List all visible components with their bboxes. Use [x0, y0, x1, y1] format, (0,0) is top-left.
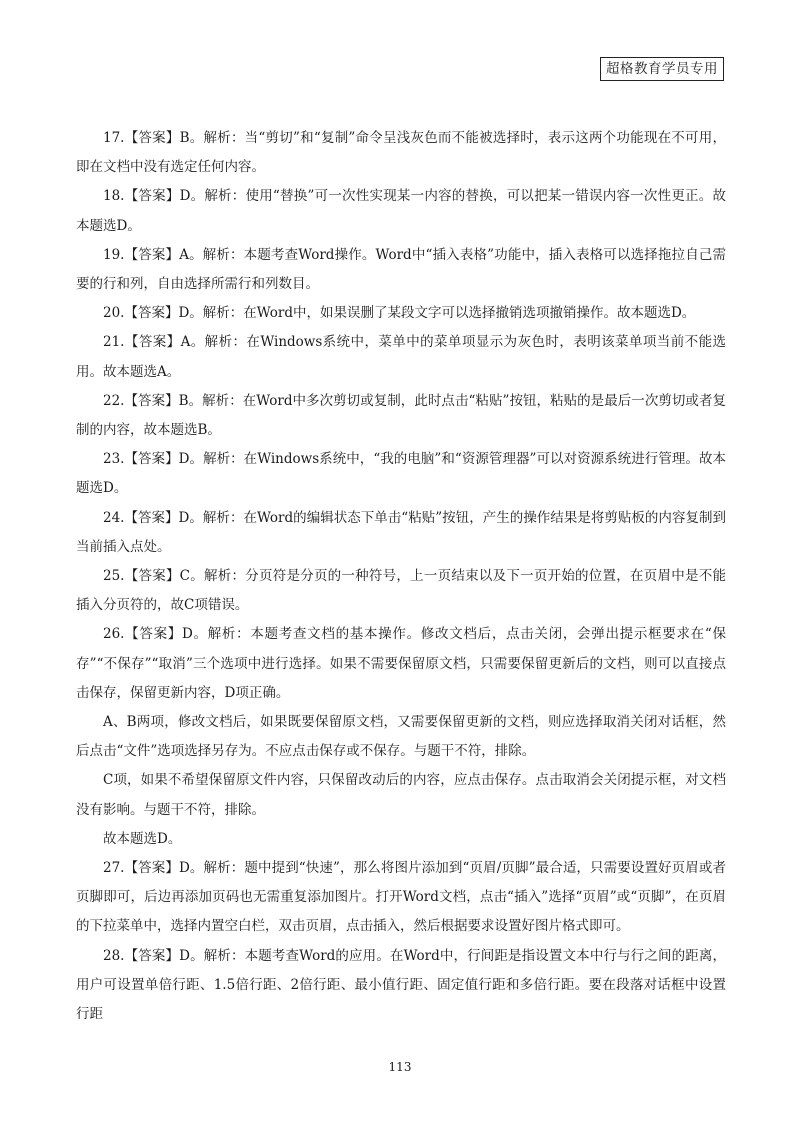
answer-24: 24.【答案】D。解析：在Word的编辑状态下单击“粘贴”按钮，产生的操作结果是将剪贴板的内容复制到当前插入点处。 — [76, 509, 726, 555]
answer-23: 23.【答案】D。解析：在Windows系统中，“我的电脑”和“资源管理器”可以对资源系统进行管理。故本题选D。 — [76, 451, 726, 497]
answer-19: 19.【答案】A。解析：本题考查Word操作。Word中“插入表格”功能中，插入表格可以选择拖拉自己需要的行和列，自由选择所需行和列数目。 — [76, 246, 726, 293]
answer-25: 25.【答案】C。解析：分页符是分页的一种符号，上一页结束以及下一页开始的位置，在页眉中是不能插入分页符的，故C项错误。 — [76, 568, 726, 614]
answer-27: 27.【答案】D。解析：题中提到“快速”，那么将图片添加到“页眉/页脚”最合适，只需要设置好页眉或者页脚即可，后边再添加页码也无需重复添加图片。打开Word文档，点击“插入”选择“页眉”或“页脚”，在页眉的下拉菜单中，选择内置空白栏，双击页眉，点击插入，然后根据要求设置好图片格式即可。 — [76, 860, 726, 935]
answer-18: 18.【答案】D。解析：使用“替换”可一次性实现某一内容的替换，可以把某一错误内容一次性更正。故本题选D。 — [76, 188, 726, 234]
answer-explanations — [76, 124, 726, 1029]
answer-22: 22.【答案】B。解析：在Word中多次剪切或复制，此时点击“粘贴”按钮，粘贴的是最后一次剪切或者复制的内容，故本题选B。 — [76, 392, 726, 439]
watermark-stamp: 超格教育学员专用 — [600, 57, 724, 81]
answer-17: 17.【答案】B。解析：当“剪切”和“复制”命令呈浅灰色而不能被选择时，表示这两个功能现在不可用，即在文档中没有选定任何内容。 — [76, 130, 726, 176]
page-number: 113 — [388, 1060, 412, 1074]
answer-26-option-c: C项，如果不希望保留原文件内容，只保留改动后的内容，应点击保存。点击取消会关闭提示框，对文档没有影响。与题干不符，排除。 — [76, 772, 726, 818]
answer-26-conclusion: 故本题选D。 — [103, 830, 182, 847]
answer-28: 28.【答案】D。解析：本题考查Word的应用。在Word中，行间距是指设置文本中行与行之间的距离，用户可设置单倍行距、1.5倍行距、2倍行距、最小值行距、固定值行距和多倍行距。要在段落对话框中设置行距 — [76, 947, 726, 1023]
answer-20: 20.【答案】D。解析：在Word中，如果误删了某段文字可以选择撤销选项撤销操作。故本题选D。 — [103, 305, 696, 322]
answer-21: 21.【答案】A。解析：在Windows系统中，菜单中的菜单项显示为灰色时，表明该菜单项当前不能选用。故本题选A。 — [76, 334, 726, 380]
answer-26-options-ab: A、B两项，修改文档后，如果既要保留原文档，又需要保留更新的文档，则应选择取消关闭对话框，然后点击“文件”选项选择另存为。不应点击保存或不保存。与题干不符，排除。 — [76, 714, 726, 760]
answer-26: 26.【答案】D。解析：本题考查文档的基本操作。修改文档后，点击关闭，会弹出提示框要求在“保存”“不保存”“取消”三个选项中进行选择。如果不需要保留原文档，只需要保留更新后的文档，则可以直接点击保存，保留更新内容，D项正确。 — [76, 626, 726, 701]
